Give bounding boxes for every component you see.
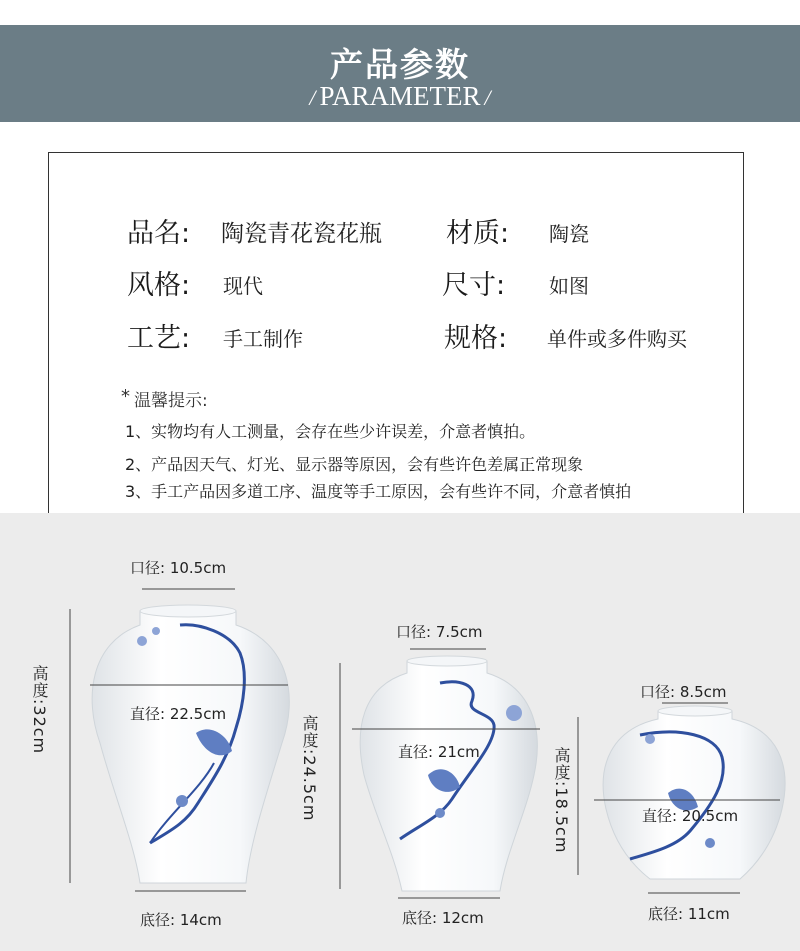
vase1-base-label: 底径: 14cm [140,911,222,929]
vase2-base-label: 底径: 12cm [402,909,484,927]
notes-title-text: 温馨提示: [134,391,208,411]
vase2-diameter-label: 直径: 21cm [398,743,480,761]
material-value: 陶瓷 [549,222,589,246]
style-label: 风格: [127,270,191,301]
banner-subtitle [0,81,800,112]
craft-value: 手工制作 [223,327,303,351]
spec-row-2 [49,263,743,303]
vase-illustration [0,513,800,951]
spec-value: 单件或多件购买 [547,327,687,351]
notes-title [121,386,208,411]
vase-small [603,706,785,879]
slash-right: / [484,85,491,110]
spec-label: 规格: [444,323,508,354]
vase1-height-label: 高度:32cm [30,665,49,755]
style-value: 现代 [223,274,263,298]
size-value: 如图 [549,274,589,298]
vase3-diameter-label: 直径: 20.5cm [642,807,739,825]
product-photo [0,513,800,951]
note-item-3: 3、手工产品因多道工序、温度等手工原因，会有些许不同，介意者慎拍 [125,482,632,501]
vase1-mouth-label: 口径: 10.5cm [130,559,227,577]
spec-table [48,152,744,514]
name-label: 品名: [127,218,191,249]
spec-row-3 [49,316,743,356]
slash-left: / [309,85,316,110]
vase-medium [360,656,537,891]
craft-label: 工艺: [127,323,191,354]
size-label: 尺寸: [442,270,506,301]
spec-row-1 [49,211,743,251]
vase2-height-label: 高度:24.5cm [300,715,319,822]
section-banner [0,25,800,122]
banner-title: 产品参数 [330,45,470,84]
vase1-diameter-label: 直径: 22.5cm [130,705,227,723]
star-icon: * [121,386,130,407]
vase-large [92,605,289,883]
note-item-1: 1、实物均有人工测量，会存在些少许误差，介意者慎拍。 [125,422,536,441]
vase3-mouth-label: 口径: 8.5cm [640,683,727,701]
note-item-2: 2、产品因天气、灯光、显示器等原因，会有些许色差属正常现象 [125,455,584,474]
vase2-mouth-label: 口径: 7.5cm [396,623,483,641]
banner-subtitle-text: PARAMETER [319,81,481,111]
name-value: 陶瓷青花瓷花瓶 [221,221,382,247]
material-label: 材质: [446,218,510,249]
vase3-base-label: 底径: 11cm [648,905,730,923]
vase3-height-label: 高度:18.5cm [552,747,571,854]
